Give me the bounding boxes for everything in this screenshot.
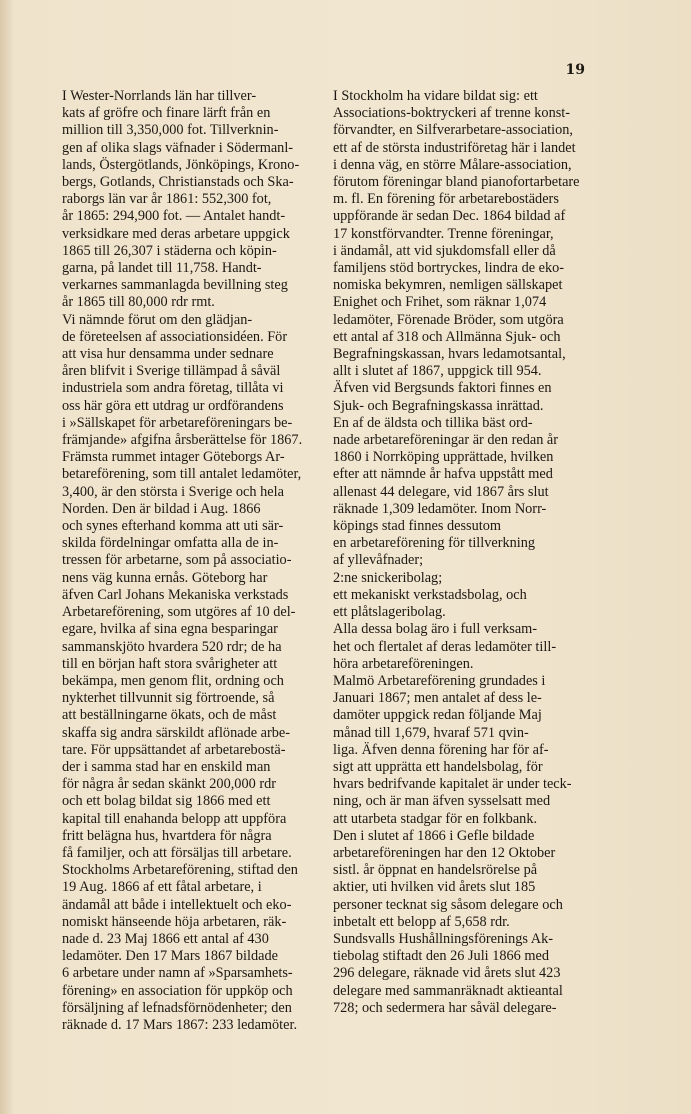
text-line: 17 konstförvandter. Trenne föreningar, [333,225,554,242]
text-line: aktier, uti hvilken vid årets slut 185 [333,879,536,896]
text-line: million till 3,350,000 fot. Tillverknin- [62,122,279,139]
text-line: Januari 1867; men antalet af dess le- [333,690,542,707]
text-line: åren blifvit i Sverige tillämpad å såväl [62,363,281,380]
text-line: efter att nämnde år hafva uppstått med [333,466,553,483]
text-line: räknade 1,309 ledamöter. Inom Norr- [333,500,547,517]
text-line: uppförande är sedan Dec. 1864 bildad af [333,208,566,225]
text-line: En af de äldsta och tillika bäst ord- [333,414,533,431]
text-line: af yllevåfnader; [333,552,424,569]
text-line: tare. För uppsättandet af arbetarebostä- [62,741,286,758]
text-line: för några år sedan skänkt 200,000 rdr [62,776,276,793]
text-line: att visa hur densamma under sednare [62,346,274,363]
text-line: till en början haft stora svårigheter att [62,655,278,672]
text-line: ett af de största industriföretag här i landet [333,139,576,156]
text-line: förvandter, en Silfverarbetare-association, [333,122,573,139]
text-line: i denna väg, en större Målare-association, [333,156,572,173]
page-number: 19 [565,62,585,78]
text-line: år 1865 till 80,000 rdr rmt. [62,294,215,311]
text-line: Vi nämnde förut om den glädjan- [62,311,253,328]
text-line: hvars bedrifvande kapitalet är under teck- [333,776,572,793]
text-line: raborgs län var år 1861: 552,300 fot, [62,191,272,208]
text-line: tiebolag stiftadt den 26 Juli 1866 med [333,948,550,965]
text-line: damöter uppgick redan följande Maj [333,707,542,724]
text-line: industriela som andra företag, tillåta vi [62,380,284,397]
text-line: räknade d. 17 Mars 1867: 233 ledamöter. [62,1016,298,1033]
text-line: Äfven vid Bergsunds faktori finnes en [333,380,552,397]
text-line: nykterhet tillvunnit sig förtroende, så [62,690,275,707]
text-line: nomiska bekymren, nemligen sällskapet [333,277,563,294]
text-line: i ändamål, att vid sjukdomsfall eller då [333,242,556,259]
text-line: nens väg kunna ernås. Göteborg har [62,569,268,586]
text-line: egare, hvilka af sina egna besparingar [62,621,278,638]
text-line: Främsta rummet intager Göteborgs Ar- [62,449,285,466]
text-line: att beställningarne ökats, och de måst [62,707,277,724]
text-line: m. fl. En förening för arbetarebostäders [333,191,559,208]
text-line: gen af olika slags väfnader i Södermanl- [62,139,294,156]
text-line: skilda fördelningar omfatta alla de in- [62,535,279,552]
text-line: liga. Äfven denna förening har för af- [333,741,549,758]
text-line: arbetareföreningen har den 12 Oktober [333,844,556,861]
text-line: främjande» afgifna årsberättelse för 1867. [62,432,303,449]
text-line: ledamöter, Förenade Bröder, som utgöra [333,311,564,328]
text-line: familjens stöd bortryckes, lindra de eko- [333,260,565,277]
text-line: het och flertalet af deras ledamöter till- [333,638,557,655]
text-line: ett plåtslageribolag. [333,604,446,621]
text-line: ett mekaniskt verkstadsbolag, och [333,586,527,603]
text-line: ledamöter. Den 17 Mars 1867 bildade [62,948,278,965]
text-line: Malmö Arbetareförening grundades i [333,672,546,689]
text-line: garna, på landet till 11,758. Handt- [62,260,262,277]
text-line: i »Sällskapet för arbetareföreningars be- [62,414,293,431]
text-line: köpings stad finnes dessutom [333,518,501,535]
text-line: förening» en association för uppköp och [62,982,293,999]
text-line: personer tecknat sig såsom delegare och [333,896,563,913]
text-line: oss här göra ett utdrag ur ordförandens [62,397,284,414]
text-line: 3,400, är den största i Sverige och hela [62,483,284,500]
text-line: de företeelsen af associationsidéen. För [62,328,288,345]
text-line: verksidkare med deras arbetare uppgick [62,225,290,242]
text-line: Norden. Den är bildad i Aug. 1866 [62,500,261,517]
text-line: 19 Aug. 1866 af ett fåtal arbetare, i [62,879,262,896]
text-line: fritt belägna hus, hvartdera för några [62,827,272,844]
text-line: sistl. år öppnat en handelsrörelse på [333,862,538,879]
text-line: ändamål att både i intellektuelt och eko- [62,896,292,913]
text-line: Enighet och Frihet, som räknar 1,074 [333,294,547,311]
text-line: 1865 till 26,307 i städerna och köpin- [62,242,277,259]
text-line: 2:ne snickeribolag; [333,569,443,586]
text-line: 296 delegare, räknade vid årets slut 423 [333,965,561,982]
text-line: Begrafningskassan, hvars ledamotsantal, [333,346,566,363]
text-line: 728; och sedermera har såväl delegare- [333,999,557,1016]
text-line: höra arbetareföreningen. [333,655,474,672]
text-line: lands, Östergötlands, Jönköpings, Krono- [62,156,300,173]
text-line: 6 arbetare under namn af »Sparsamhets- [62,965,293,982]
text-line: sammanskjöto hvardera 520 rdr; de ha [62,638,282,655]
text-line: bergs, Gotlands, Christianstads och Ska- [62,174,294,191]
text-line: Sjuk- och Begrafningskassa inrättad. [333,397,544,414]
text-line: delegare med sammanräknadt aktieantal [333,982,563,999]
text-line: betareförening, som till antalet ledamöter, [62,466,302,483]
text-line: få familjer, och att försäljas till arbetare. [62,844,292,861]
text-line: tressen för arbetarne, som på associatio- [62,552,292,569]
text-line: nade arbetareföreningar är den redan år [333,432,559,449]
text-line: I Wester-Norrlands län har tillver- [62,88,257,104]
text-line: månad till 1,679, hvaraf 571 qvin- [333,724,529,741]
text-line: att utarbeta stadgar för en folkbank. [333,810,538,827]
text-line: 1860 i Norrköping upprättade, hvilken [333,449,554,466]
text-line: Alla dessa bolag äro i full verksam- [333,621,538,638]
text-line: och synes efterhand komma att uti sär- [62,518,284,535]
text-line: skaffa sig andra särskildt aflönade arbe- [62,724,290,741]
text-line: inbetalt ett belopp af 5,658 rdr. [333,913,510,930]
text-line: kapital till enahanda belopp att uppföra [62,810,287,827]
text-line: I Stockholm ha vidare bildat sig: ett [333,88,538,104]
text-line: nomiskt hänseende höja arbetaren, räk- [62,913,287,930]
text-line: nade d. 23 Maj 1866 ett antal af 430 [62,930,269,947]
text-line: verkarnes sammanlagda bevillning steg [62,277,288,294]
text-line: bekämpa, men genom flit, ordning och [62,672,284,689]
text-line: allenast 44 delegare, vid 1867 års slut [333,483,549,500]
text-line: kats af gröfre och finare lärft från en [62,105,271,122]
text-line: allt i slutet af 1867, uppgick till 954. [333,363,542,380]
right-column [333,88,593,1017]
text-line: Den i slutet af 1866 i Gefle bildade [333,827,535,844]
text-line: och ett bolag bildat sig 1866 med ett [62,793,271,810]
text-line: der i samma stad har en enskild man [62,758,271,775]
text-line: år 1865: 294,900 fot. — Antalet handt- [62,208,286,225]
text-line: Associations-boktryckeri af trenne konst- [333,105,571,122]
text-line: försäljning af lefnadsförnödenheter; den [62,999,292,1016]
text-line: ning, och är man äfven sysselsatt med [333,793,551,810]
text-line: en arbetareförening för tillverkning [333,535,536,552]
text-line: äfven Carl Johans Mekaniska verkstads [62,586,289,603]
text-line: förutom föreningar bland pianofortarbetare [333,174,580,191]
text-line: Sundsvalls Hushållningsförenings Ak- [333,930,554,947]
left-column [62,88,322,1034]
text-line: ett antal af 318 och Allmänna Sjuk- och [333,328,561,345]
text-line: Arbetareförening, som utgöres af 10 del- [62,604,296,621]
text-line: sigt att upprätta ett handelsbolag, för [333,758,543,775]
text-line: Stockholms Arbetareförening, stiftad den [62,862,298,879]
